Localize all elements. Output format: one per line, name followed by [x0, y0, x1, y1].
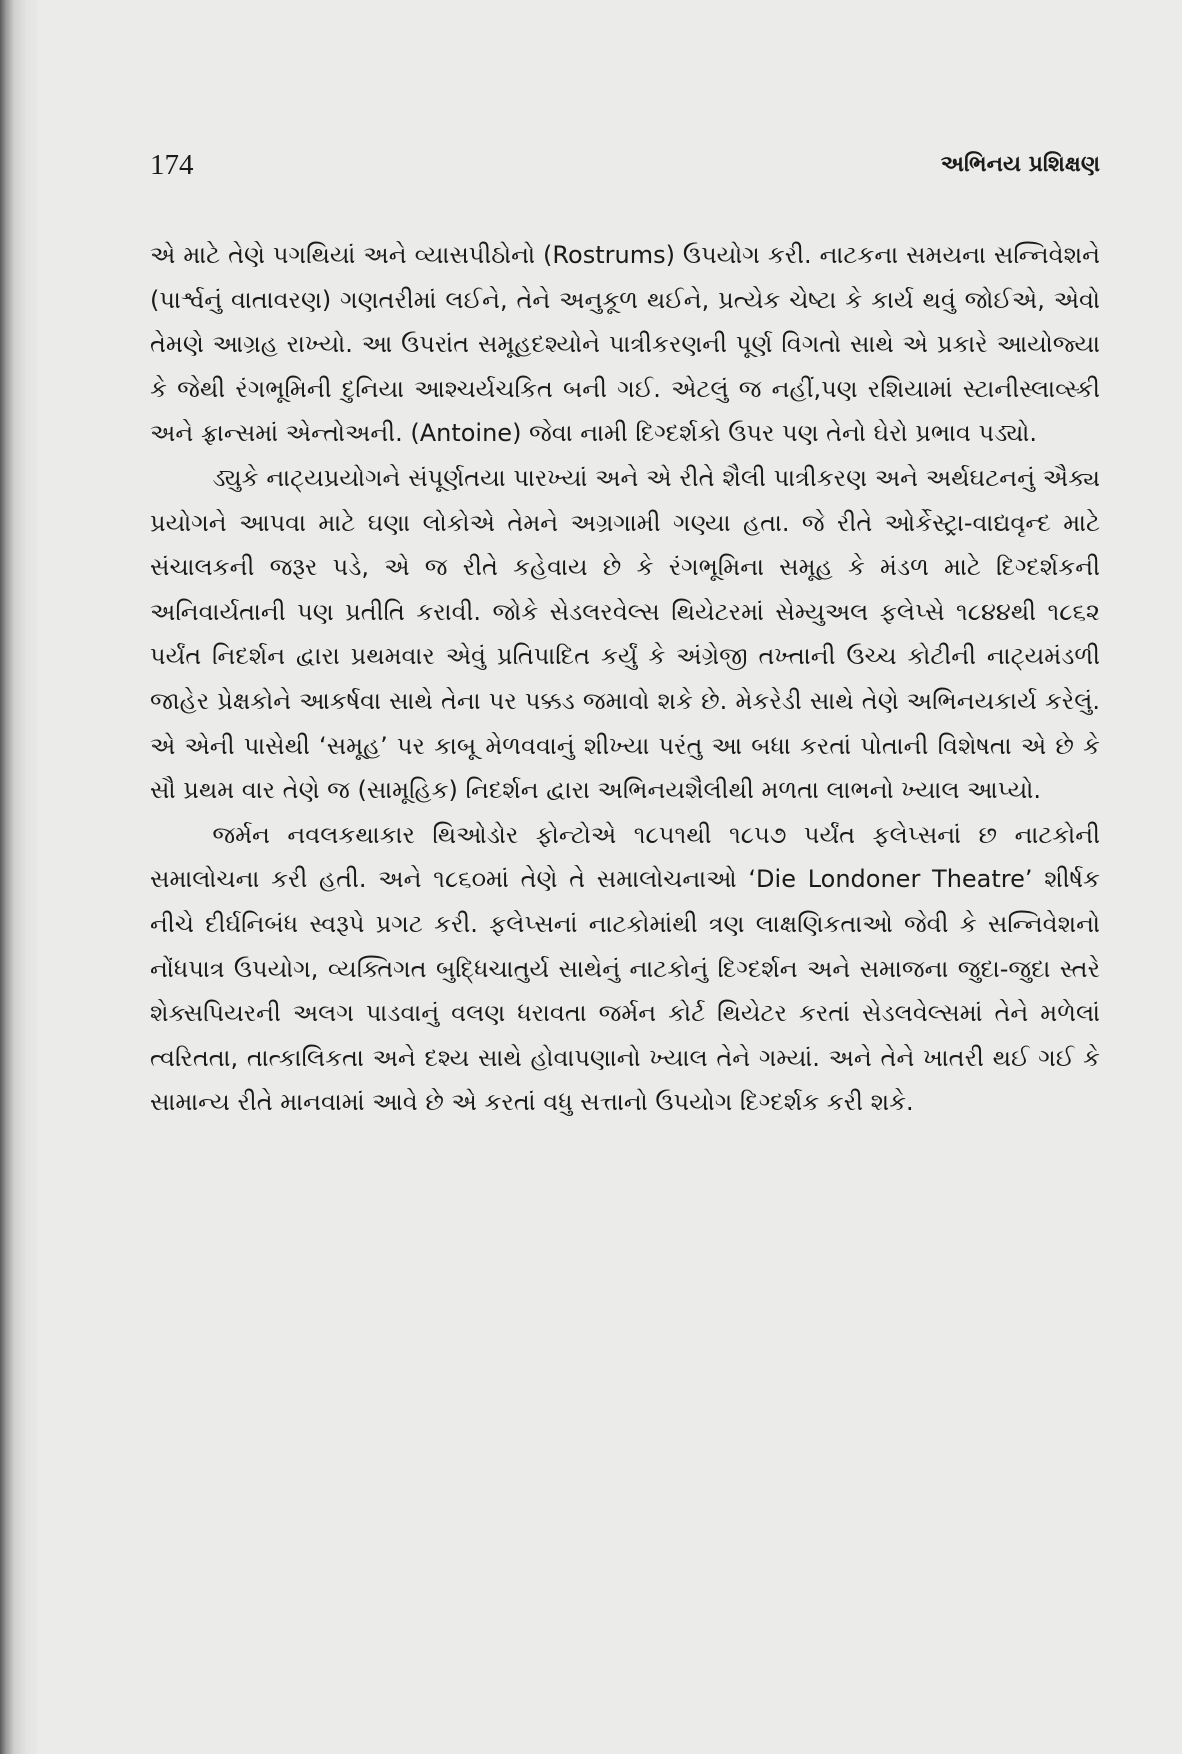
running-title: અભિનય પ્રશિક્ષણ [940, 152, 1100, 177]
body-text [150, 233, 1100, 1125]
page-number: 174 [150, 149, 194, 181]
paragraph-3: જર્મન નવલકથાકાર થિઓડોર ફોન્ટોએ ૧૮૫૧થી ૧૮૫૭ પર્યંત ફલેપ્સનાં છ નાટકોની સમાલોચના કરી હતી. અને ૧૮૬૦માં તેણે તે સમાલોચનાઓ ‘Die Londoner Theatre’ શીર્ષક નીચે દીર્ઘનિબંધ સ્વરૂપે પ્રગટ કરી. ફલેપ્સનાં નાટકોમાંથી ત્રણ લાક્ષણિકતાઓ જેવી કે સન્નિવેશનો નોંધપાત્ર ઉપયોગ, વ્યક્તિગત બુદ્ધિચાતુર્ય સાથેનું નાટકોનું દિગ્દર્શન અને સમાજના જુદા-જુદા સ્તરે શેક્સપિયરની અલગ પાડવાનું વલણ ધરાવતા જર્મન કોર્ટ થિયેટર કરતાં સેડલવેલ્સમાં તેને મળેલાં ત્વરિતતા, તાત્કાલિકતા અને દશ્ય સાથે હોવાપણાનો ખ્યાલ તેને ગમ્યાં. અને તેને ખાતરી થઈ ગઈ કે સામાન્ય રીતે માનવામાં આવે છે એ કરતાં વધુ સત્તાનો ઉપયોગ દિગ્દર્શક કરી શકે. [150, 820, 1100, 1117]
paragraph-2: ડ્યુકે નાટ્યપ્રયોગને સંપૂર્ણતયા પારખ્યાં અને એ રીતે શૈલી પાત્રીકરણ અને અર્થઘટનનું ઐક્ય પ્રયોગને આપવા માટે ઘણા લોકોએ તેમને અગ્રગામી ગણ્યા હતા. જે રીતે ઓર્કેસ્ટ્રા-વાદ્યવૃન્દ માટે સંચાલકની જરૂર પડે, એ જ રીતે કહેવાય છે કે રંગભૂમિના સમૂહ કે મંડળ માટે દિગ્દર્શકની અનિવાર્યતાની પણ પ્રતીતિ કરાવી. જોકે સેડલરવેલ્સ થિયેટરમાં સેમ્યુઅલ ફલેપ્સે ૧૮૪૪થી ૧૮૬૨ પર્યંત નિદર્શન દ્વારા પ્રથમવાર એવું પ્રતિપાદિત કર્યું કે અંગ્રેજી તખ્તાની ઉચ્ચ કોટીની નાટ્યમંડળી જાહેર પ્રેક્ષકોને આકર્ષવા સાથે તેના પર પક્કડ જમાવો શકે છે. મેકરેડી સાથે તેણે અભિનયકાર્ય કરેલું. એ એની પાસેથી ‘સમૂહ’ પર કાબૂ મેળવવાનું શીખ્યા પરંતુ આ બધા કરતાં પોતાની વિશેષતા એ છે કે સૌ પ્રથમ વાર તેણે જ (સામૂહિક) નિદર્શન દ્વારા અભિનયશૈલીથી મળતા લાભનો ખ્યાલ આપ્યો. [150, 463, 1100, 805]
paragraph-1: એ માટે તેણે પગથિયાં અને વ્યાસપીઠોનો (Rostrums) ઉપયોગ કરી. નાટકના સમયના સન્નિવેશને (પાર્શ્વનું વાતાવરણ) ગણતરીમાં લઈને, તેને અનુકૂળ થઈને, પ્રત્યેક ચેષ્ટા કે કાર્ય થવું જોઈએ, એવો તેમણે આગ્રહ રાખ્યો. આ ઉપરાંત સમૂહદશ્યોને પાત્રીકરણની પૂર્ણ વિગતો સાથે એ પ્રકારે આયોજ્યા કે જેથી રંગભૂમિની દુનિયા આશ્ચર્યચકિત બની ગઈ. એટલું જ નહીં,પણ રશિયામાં સ્ટાનીસ્લાવ્સ્કી અને ફ્રાન્સમાં એન્તોઅની. (Antoine) જેવા નામી દિગ્દર્શકો ઉપર પણ તેનો ઘેરો પ્રભાવ પડ્યો. [150, 241, 1100, 448]
book-binding-shadow [0, 0, 38, 1754]
page-header [150, 145, 1100, 185]
